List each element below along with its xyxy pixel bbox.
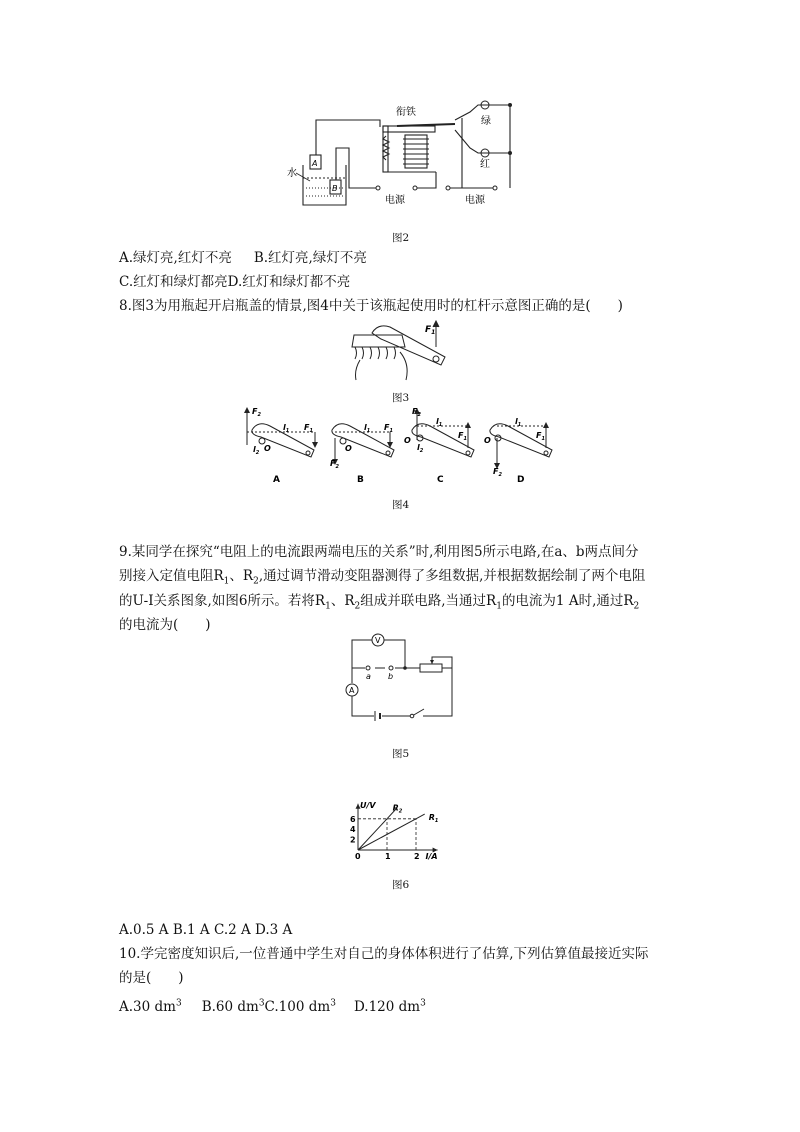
green-lamp-label: 绿 bbox=[481, 116, 491, 127]
fig4b-o: O bbox=[345, 444, 352, 453]
fig4c-o: O bbox=[404, 436, 411, 445]
q8-stem: 8.图3为用瓶起开启瓶盖的情景,图4中关于该瓶起使用时的杠杆示意图正确的是( ) bbox=[119, 298, 623, 314]
y-axis-title: U/V bbox=[360, 800, 376, 810]
q9-options: A.0.5 A B.1 A C.2 A D.3 A bbox=[119, 922, 293, 938]
fig4b-l1: $l_1$ bbox=[364, 423, 371, 434]
fig4d-l1: $l_1$ bbox=[515, 417, 522, 428]
fig4-choice-a: A bbox=[273, 475, 280, 485]
figure-5-circuit bbox=[340, 630, 465, 725]
q9-stem-line-2: 别接入定值电阻$R_1$、$R_2$,通过调节滑动变阻器测得了多组数据,并根据数据绘制了两个电阻 bbox=[119, 568, 646, 587]
power-source-1-label: 电源 bbox=[385, 195, 405, 206]
series-line-R2 bbox=[358, 808, 397, 850]
figure-5-caption: 图5 bbox=[392, 748, 410, 760]
red-lamp-label: 红 bbox=[480, 159, 490, 170]
fig4c-l1: $l_1$ bbox=[436, 417, 443, 428]
y-tick-label-6: 6 bbox=[350, 814, 356, 824]
q9-stem-line-3: 的U-I关系图象,如图6所示。若将$R_1$、$R_2$组成并联电路,当通过$R_1$的电流为1 A时,通过$R_2$ bbox=[119, 593, 640, 612]
point-b-label: b bbox=[388, 672, 394, 681]
x-axis-title: I/A bbox=[425, 852, 438, 861]
figure-6-caption: 图6 bbox=[392, 879, 410, 891]
voltmeter-label: V bbox=[375, 636, 381, 645]
fig4a-f2: $F_2$ bbox=[252, 407, 261, 418]
figure-3-caption: 图3 bbox=[392, 392, 410, 404]
y-tick-label-2: 2 bbox=[350, 835, 356, 845]
q10-option-a: A.30 $dm^3$ bbox=[119, 998, 182, 1015]
power-source-2-label: 电源 bbox=[465, 195, 485, 206]
figure-4-caption: 图4 bbox=[392, 499, 410, 511]
q7-options-line-2: C.红灯和绿灯都亮D.红灯和绿灯都不亮 bbox=[119, 274, 351, 290]
fig4-choice-c: C bbox=[437, 475, 444, 485]
fig4d-f2: $F_2$ bbox=[493, 467, 502, 478]
fig4d-f1: $F_1$ bbox=[536, 431, 545, 442]
q7-option-a: A.绿灯亮,红灯不亮 bbox=[119, 250, 232, 266]
x-tick-label-2: 2 bbox=[414, 852, 420, 861]
fig3-force-label: $F_1$ bbox=[425, 325, 436, 336]
q10-stem-line-1: 10.学完密度知识后,一位普通中学生对自己的身体体积进行了估算,下列估算值最接近实际 bbox=[119, 946, 649, 962]
fig4a-l1: $l_1$ bbox=[283, 423, 290, 434]
lever-diagram-d bbox=[490, 424, 552, 466]
figure-2-relay-circuit bbox=[285, 95, 525, 210]
q9-stem-line-1: 9.某同学在探究“电阻上的电流跟两端电压的关系”时,利用图5所示电路,在a、b两点间分 bbox=[119, 544, 639, 560]
water-label: 水 bbox=[287, 168, 297, 179]
fig4a-f1: $F_1$ bbox=[304, 423, 313, 434]
figure-6-ui-graph bbox=[340, 760, 455, 865]
figure-4-lever-diagrams bbox=[240, 405, 570, 485]
q10-options bbox=[119, 993, 426, 1017]
series-label-R1: $R_1$ bbox=[428, 813, 439, 825]
ammeter-label: A bbox=[349, 686, 355, 695]
figure-3-bottle-opener bbox=[345, 320, 455, 385]
fig4b-f2: $F_2$ bbox=[330, 459, 339, 470]
electrode-a-label: A bbox=[312, 159, 318, 168]
q7-options-line-1 bbox=[119, 248, 367, 268]
q10-option-d: D.120 $dm^3$ bbox=[353, 998, 426, 1015]
q9-stem-line-4: 的电流为( ) bbox=[119, 617, 211, 633]
electrode-b-label: B bbox=[332, 184, 338, 193]
fig4-choice-d: D bbox=[517, 475, 525, 485]
series-label-R2: $R_2$ bbox=[392, 803, 403, 815]
fig4c-f1: $F_1$ bbox=[458, 431, 467, 442]
point-a-label: a bbox=[366, 672, 371, 681]
y-tick-label-4: 4 bbox=[350, 825, 356, 835]
q10-option-b: B.60 $dm^3$ bbox=[201, 998, 265, 1015]
origin-label: 0 bbox=[355, 852, 361, 861]
figure-2-caption: 图2 bbox=[392, 232, 410, 244]
series-line-R1 bbox=[358, 814, 425, 850]
q10-stem-line-2: 的是( ) bbox=[119, 970, 184, 986]
q7-option-b: B.红灯亮,绿灯不亮 bbox=[253, 250, 367, 266]
fig4a-l2: $l_2$ bbox=[253, 445, 260, 456]
fig4c-l2: $l_2$ bbox=[417, 443, 424, 454]
fig4a-o: O bbox=[264, 444, 271, 453]
fig4-choice-b: B bbox=[357, 475, 364, 485]
fig4d-o: O bbox=[484, 436, 491, 445]
armature-label: 衔铁 bbox=[396, 107, 416, 118]
q10-option-c: C.100 $dm^3$ bbox=[264, 998, 336, 1015]
fig4b-f1: $F_1$ bbox=[384, 423, 393, 434]
fig4c-f2: $F_2$ bbox=[412, 407, 421, 418]
x-tick-label-1: 1 bbox=[385, 852, 391, 861]
